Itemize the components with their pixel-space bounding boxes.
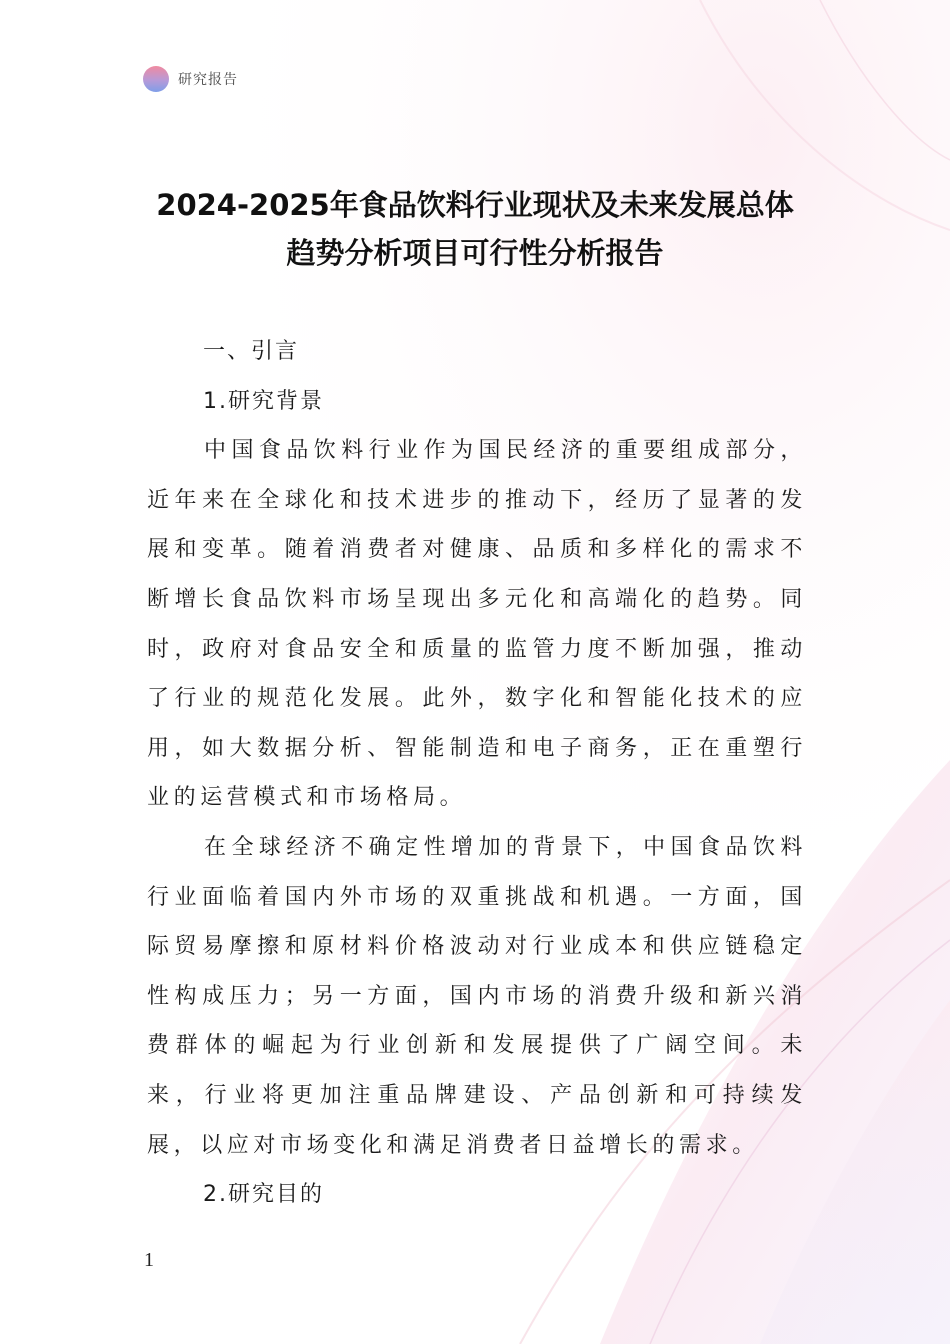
paragraph-background-2: 在全球经济不确定性增加的背景下，中国食品饮料行业面临着国内外市场的双重挑战和机遇。一方面，国际贸易摩擦和原材料价格波动对行业成本和供应链稳定性构成压力；另一方面，国内市场的消费升级和新兴消费群体的崛起为行业创新和发展提供了广阔空间。未来，行业将更加注重品牌建设、产品创新和可持续发展，以应对市场变化和满足消费者日益增长的需求。 (147, 834, 807, 1158)
page-number: 1 (144, 1249, 154, 1271)
report-header (143, 66, 238, 92)
title-line-2: 趋势分析项目可行性分析报告 (286, 236, 664, 270)
section-heading-intro: 一、引言 (203, 339, 300, 364)
subsection-heading-background: 1.研究背景 (203, 388, 324, 414)
paragraph-background-1: 中国食品饮料行业作为国民经济的重要组成部分，近年来在全球化和技术进步的推动下，经历了显著的发展和变革。随着消费者对健康、品质和多样化的需求不断增长食品饮料市场呈现出多元化和高端化的趋势。同时，政府对食品安全和质量的监管力度不断加强，推动了行业的规范化发展。此外，数字化和智能化技术的应用，如大数据分析、智能制造和电子商务，正在重塑行业的运营模式和市场格局。 (147, 438, 807, 811)
title-line-1: 2024-2025年食品饮料行业现状及未来发展总体 (156, 188, 794, 222)
logo-icon (143, 66, 169, 92)
document-body (147, 327, 807, 1220)
document-title (140, 181, 810, 277)
header-label: 研究报告 (178, 72, 238, 88)
subsection-heading-purpose: 2.研究目的 (203, 1182, 324, 1208)
